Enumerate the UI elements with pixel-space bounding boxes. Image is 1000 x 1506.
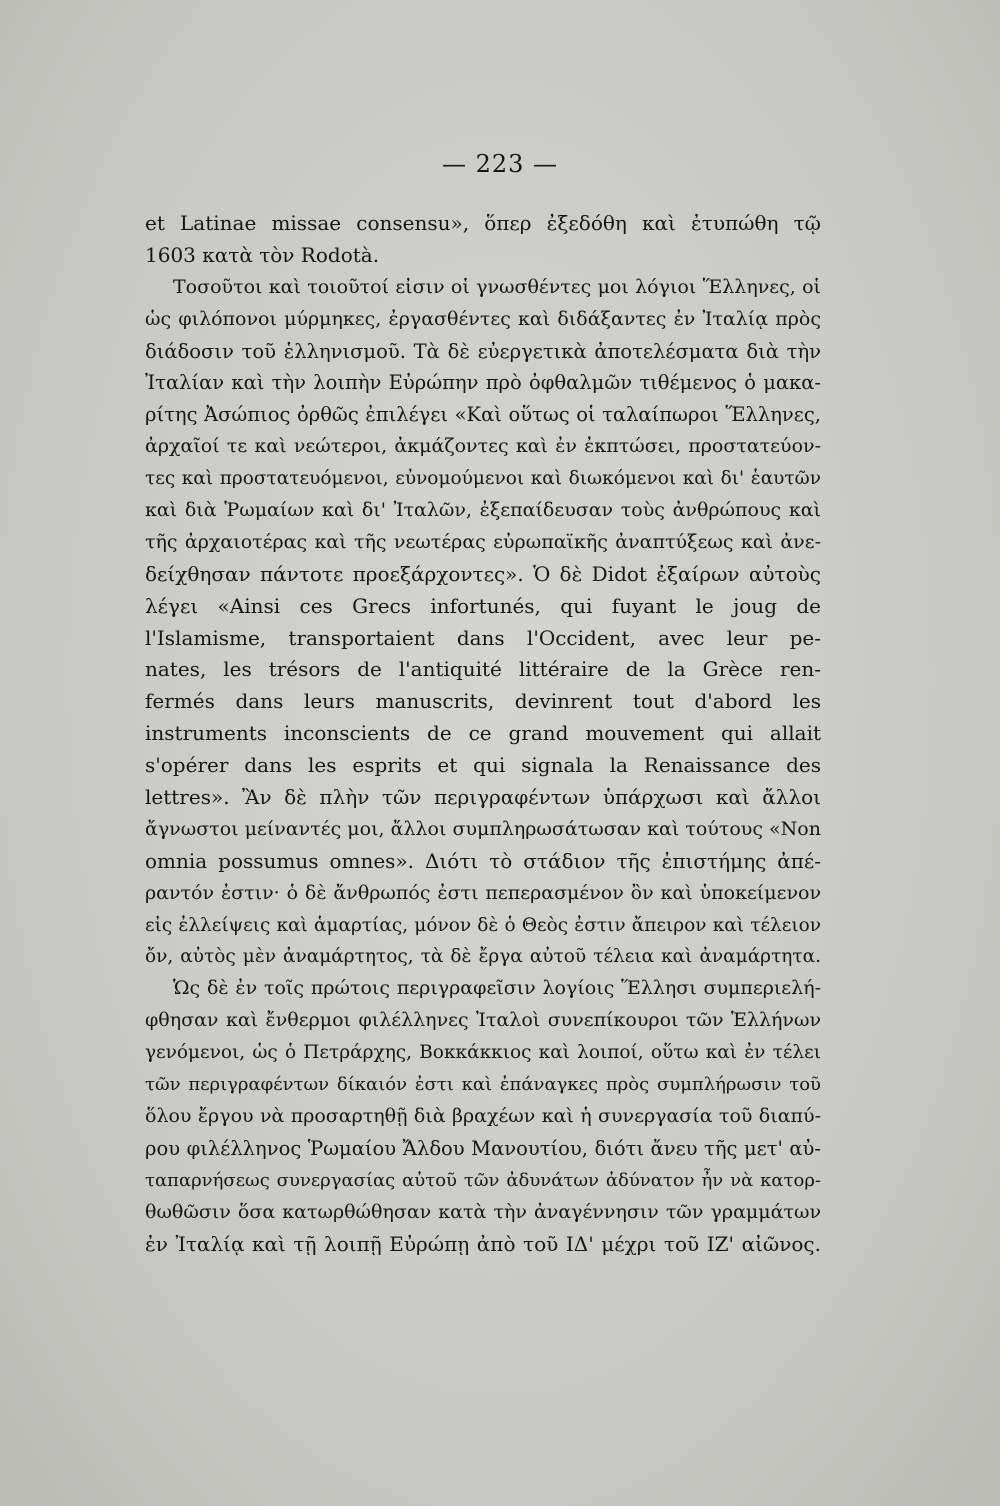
text-line: instruments inconscients de ce grand mouvement qui allait [145, 721, 821, 746]
text-line: lettres». Ἂν δὲ πλὴν τῶν περιγραφέντων ὑπάρχωσι καὶ ἄλλοι [145, 785, 821, 810]
text-line: γενόμενοι, ὡς ὁ Πετράρχης, Βοκκάκκιος καὶ λοιποί, οὕτω καὶ ἐν τέλει [145, 1042, 821, 1064]
text-line: εἰς ἐλλείψεις καὶ ἁμαρτίας, μόνον δὲ ὁ Θεὸς ἐστιν ἄπειρον καὶ τέλειον [145, 914, 821, 936]
text-line: ρίτης Ἀσώπιος ὀρθῶς ἐπιλέγει «Καὶ οὕτως οἱ ταλαίπωροι Ἕλληνες, [145, 403, 821, 427]
text-line: διάδοσιν τοῦ ἑλληνισμοῦ. Τὰ δὲ εὐεργετικὰ ἀποτελέσματα διὰ τὴν [145, 339, 821, 363]
text-line: l'Islamisme, transportaient dans l'Occident, avec leur pe- [145, 625, 821, 650]
text-line: Ἰταλίαν καὶ τὴν λοιπὴν Εὐρώπην πρὸ ὀφθαλμῶν τιθέμενος ὁ μακα- [145, 371, 821, 395]
text-line: s'opérer dans les esprits et qui signala la Renaissance des [145, 753, 821, 778]
text-line: ἀρχαῖοί τε καὶ νεώτεροι, ἀκμάζοντες καὶ ἐν ἐκπτώσει, προστατεύον- [145, 435, 821, 458]
text-line: Τοσοῦτοι καὶ τοιοῦτοί εἰσιν οἱ γνωσθέντες μοι λόγιοι Ἕλληνες, οἱ [173, 275, 821, 298]
text-line: Ὡς δὲ ἐν τοῖς πρώτοις περιγραφεῖσιν λογίοις Ἕλλησι συμπεριελή- [173, 977, 821, 1000]
text-line: λέγει «Ainsi ces Grecs infortunés, qui fuyant le joug de [145, 593, 821, 618]
text-line: nates, les trésors de l'antiquité littéraire de la Grèce ren- [145, 657, 821, 682]
text-line: fermés dans leurs manuscrits, devinrent tout d'abord les [145, 689, 821, 714]
text-line: ὡς φιλόπονοι μύρμηκες, ἐργασθέντες καὶ διδάξαντες ἐν Ἰταλίᾳ πρὸς [145, 307, 821, 330]
text-line: omnia possumus omnes». Διότι τὸ στάδιον τῆς ἐπιστήμης ἀπέ- [145, 848, 821, 873]
text-line: et Latinae missae consensu», ὅπερ ἐξεδόθη καὶ ἐτυπώθη τῷ [145, 211, 821, 235]
body-text [145, 208, 821, 1260]
text-line: ρου φιλέλληνος Ῥωμαίου Ἄλδου Μανουτίου, διότι ἄνευ τῆς μετ' αὐ- [145, 1136, 821, 1160]
text-line: ἄγνωστοι μείναντές μοι, ἄλλοι συμπληρωσάτωσαν καὶ τούτους «Non [145, 817, 821, 840]
text-line: τῆς ἀρχαιοτέρας καὶ τῆς νεωτέρας εὐρωπαϊκῆς ἀναπτύξεως καὶ ἀνε- [145, 530, 821, 553]
page-number: — 223 — [441, 150, 559, 178]
text-line: ραντόν ἐστιν· ὁ δὲ ἄνθρωπός ἐστι πεπερασμένον ὂν καὶ ὑποκείμενον [145, 881, 821, 904]
text-line: τες καὶ προστατευόμενοι, εὐνομούμενοι καὶ διωκόμενοι καὶ δι' ἑαυτῶν [145, 468, 821, 490]
text-line: δείχθησαν πάντοτε προεξάρχοντες». Ὁ δὲ Didot ἐξαίρων αὐτοὺς [145, 561, 821, 586]
text-line: ὄν, αὐτὸς μὲν ἀναμάρτητος, τὰ δὲ ἔργα αὐτοῦ τέλεια καὶ ἀναμάρτητα. [145, 946, 821, 968]
text-line: φθησαν καὶ ἔνθερμοι φιλέλληνες Ἰταλοὶ συνεπίκουροι τῶν Ἑλλήνων [145, 1009, 821, 1032]
text-line: ὅλου ἔργου νὰ προσαρτηθῇ διὰ βραχέων καὶ ἡ συνεργασία τοῦ διαπύ- [145, 1104, 821, 1127]
text-line: 1603 κατὰ τὸν Rodotà. [145, 242, 380, 267]
text-line: καὶ διὰ Ῥωμαίων καὶ δι' Ἰταλῶν, ἐξεπαίδευσαν τοὺς ἀνθρώπους καὶ [145, 499, 821, 522]
text-line: τῶν περιγραφέντων δίκαιόν ἐστι καὶ ἐπάναγκες πρὸς συμπλήρωσιν τοῦ [145, 1074, 821, 1096]
text-line: ἐν Ἰταλίᾳ καὶ τῇ λοιπῇ Εὐρώπῃ ἀπὸ τοῦ ΙΔ' μέχρι τοῦ ΙΖ' αἰῶνος. [145, 1231, 821, 1256]
text-line: θωθῶσιν ὅσα κατωρθώθησαν κατὰ τὴν ἀναγέννησιν τῶν γραμμάτων [145, 1200, 821, 1223]
text-line: ταπαρνήσεως συνεργασίας αὐτοῦ τῶν ἀδυνάτων ἀδύνατον ἦν νὰ κατορ- [145, 1169, 821, 1191]
